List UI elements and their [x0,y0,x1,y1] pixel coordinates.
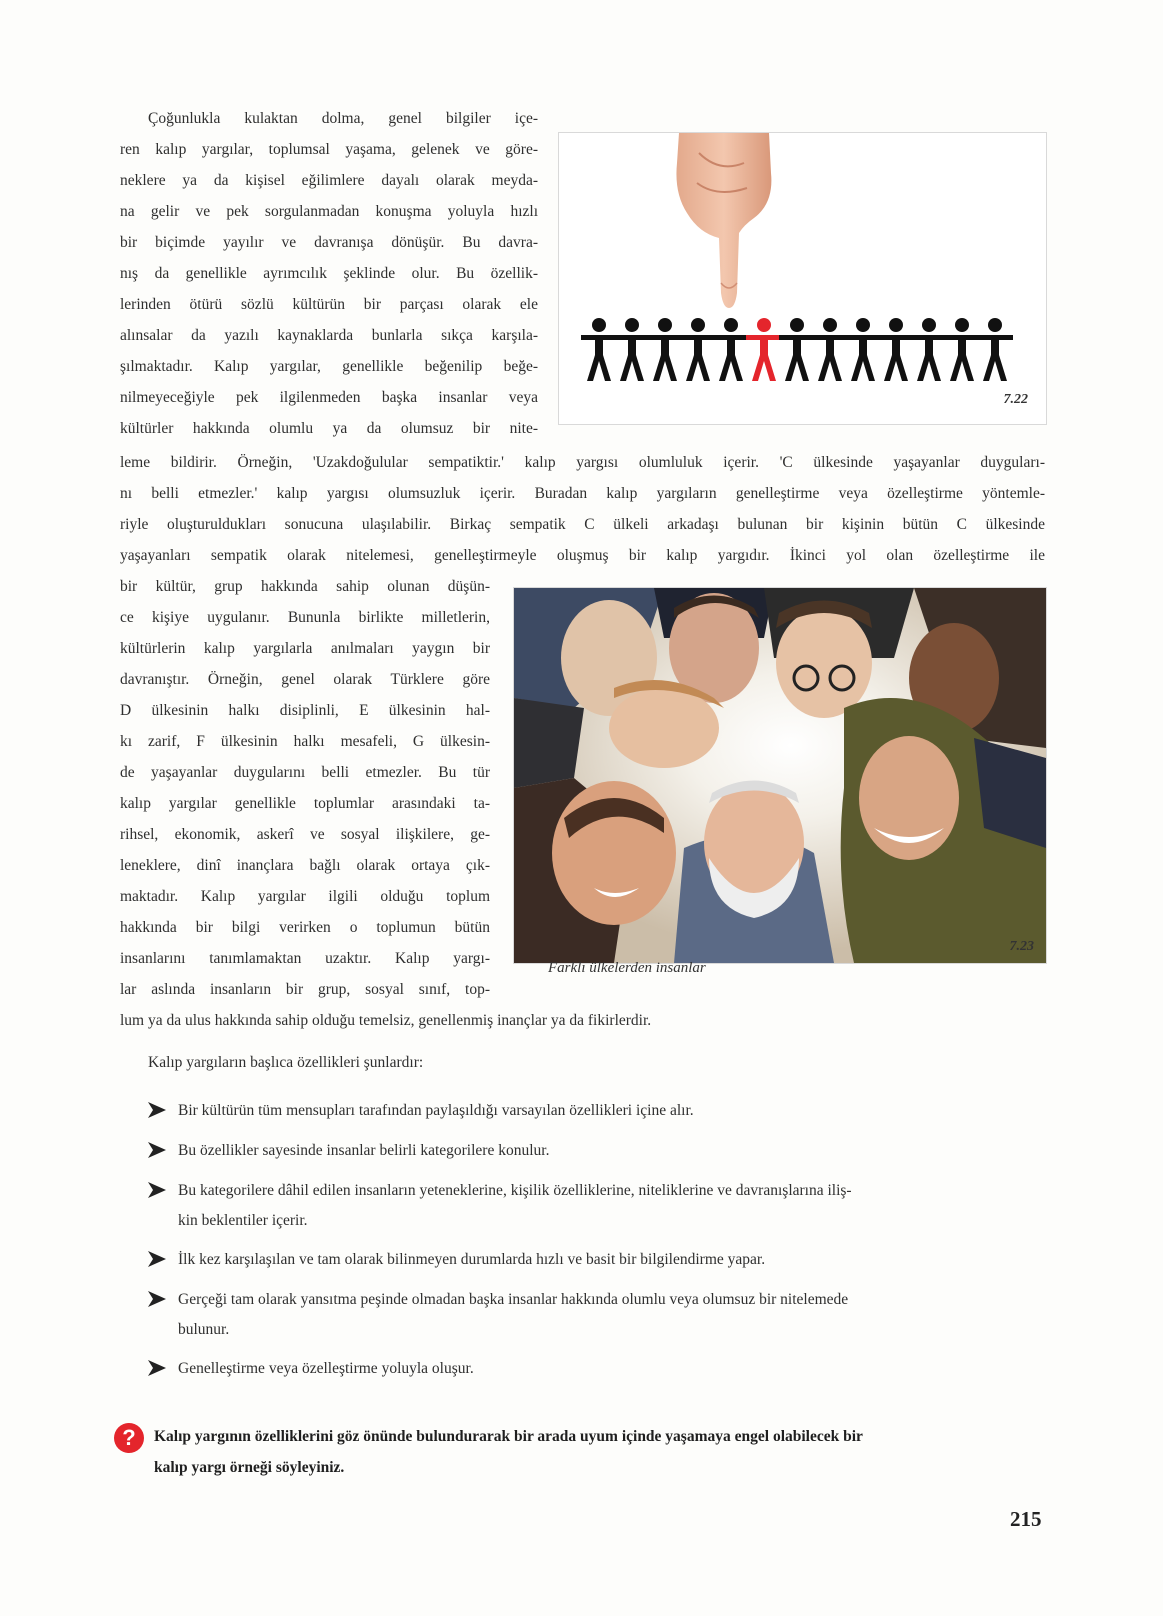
top-paragraph [120,103,538,444]
figure-number: 7.22 [1003,392,1028,407]
text-line: kalıp yargı örneği söyleyiniz. [154,1459,345,1476]
paper-person [878,318,914,381]
text-line: şılmaktadır. Kalıp yargılar, genellikle beğenilip beğe- [120,358,538,375]
text-line: nilmeyeceğiyle pek ilgilenmeden başka insanlar veya [120,389,538,406]
text-line: kültürlerin kalıp yargılarla anılmaları yaygın bir [120,640,490,657]
list-item-text: Genelleştirme veya özelleştirme yoluyla oluşur. [178,1360,474,1377]
paper-person [713,318,749,381]
paper-person [779,318,815,381]
arrow-bullet-icon [148,1251,166,1267]
text-line: ce kişiye uygulanır. Bununla birlikte milletlerin, [120,609,490,626]
arrow-bullet-icon [148,1102,166,1118]
text-line: Çoğunlukla kulaktan dolma, genel bilgiler içe- [148,110,538,127]
arrow-bullet-icon [148,1291,166,1307]
text-line: Kalıp yargının özelliklerini göz önünde bulundurarak bir arada uyum içinde yaşamaya engel olabilecek bir [154,1428,863,1445]
text-line: lar aslında insanların bir grup, sosyal sınıf, top- [120,981,490,998]
paper-person [812,318,848,381]
text-line: rihsel, ekonomik, askerî ve sosyal ilişkilere, ge- [120,826,490,843]
red-paper-person [746,318,782,381]
left-paragraph-end [120,1005,1045,1036]
text-line: kültürler hakkında olumlu ya da olumsuz bir nite- [120,420,538,437]
text-line: de yaşayanlar duygularını belli etmezler. Bu tür [120,764,490,781]
text-line: bir biçimde yayılır ve davranışa dönüşür. Bu davra- [120,234,538,251]
text-line: D ülkesinin halkı disiplinli, E ülkesinin hal- [120,702,490,719]
pointing-finger-image [659,133,789,313]
text-line: bir kültür, grup hakkında sahip olunan düşün- [120,578,490,595]
people-circle-photo [514,588,1046,963]
paper-person [680,318,716,381]
arrow-bullet-icon [148,1360,166,1376]
text-line: lum ya da ulus hakkında sahip olduğu temelsiz, genellenmiş inançlar ya da fikirlerdir. [120,1012,652,1029]
arrow-bullet-icon [148,1142,166,1158]
figure-7-22 [558,132,1047,425]
paper-people-chain-image [581,315,1021,385]
list-item-text: Bu kategorilere dâhil edilen insanların yeteneklerine, kişilik özelliklerine, niteliklerine ve davranışlarına iliş- [178,1182,852,1199]
text-line: riyle oluşturuldukları sonucuna ulaşılabilir. Birkaç sempatik C ülkeli arkadaşı bulunan bir kişinin bütün C ülkesinde [120,516,1045,533]
text-line: hakkında bir bilgi verirken o toplumun bütün [120,919,490,936]
text-line: maktadır. Kalıp yargılar ilgili olduğu toplum [120,888,490,905]
arrow-bullet-icon [148,1182,166,1198]
text-line: nı belli etmezler.' kalıp yargısı olumsuzluk içerir. Buradan kalıp yargıların genelleştirme veya özelleştirme yöntemle- [120,485,1045,502]
list-item-text: Bu özellikler sayesinde insanlar belirli kategorilere konulur. [178,1142,550,1159]
paper-person [845,318,881,381]
list-item-text: bulunur. [178,1321,230,1338]
question-text [154,1421,1054,1483]
text-line: davranıştır. Örneğin, genel olarak Türklere göre [120,671,490,688]
text-line: na gelir ve pek sorgulanmadan konuşma yoluyla hızlı [120,203,538,220]
full-paragraph [120,447,1045,571]
text-line: leneklere, dinî inançlara bağlı olarak ortaya çık- [120,857,490,874]
text-line: nış da genellikle ayrımcılık şeklinde olur. Bu özellik- [120,265,538,282]
text-line: kalıp yargılar genellikle toplumlar arasındaki ta- [120,795,490,812]
figure-caption: Farklı ülkelerden insanlar [548,960,706,976]
paper-person [977,318,1013,381]
text-line: leme bildirir. Örneğin, 'Uzakdoğulular sempatiktir.' kalıp yargısı olumluluk içerir. 'C ülkesinde yaşayanlar duyguları- [120,454,1045,471]
figure-7-23 [513,587,1047,964]
paper-person [614,318,650,381]
list-item-text: Bir kültürün tüm mensupları tarafından paylaşıldığı varsayılan özellikleri içine alır. [178,1102,694,1119]
text-line: alınsalar da yazılı kaynaklarda bunlarla sıkça karşıla- [120,327,538,344]
list-item-text: Gerçeği tam olarak yansıtma peşinde olmadan başka insanlar hakkında olumlu veya olumsuz bir nitelemede [178,1291,849,1308]
text-line: ren kalıp yargılar, toplumsal yaşama, gelenek ve göre- [120,141,538,158]
paper-person [944,318,980,381]
page-number: 215 [1010,1507,1042,1531]
paper-person [581,318,617,381]
text-line: lerinden ötürü sözlü kültürün bir parçası olarak ele [120,296,538,313]
text-line: yaşayanları sempatik olarak nitelemesi, genelleştirmeyle oluşmuş bir kalıp yargıdır. İkinci yol olan özelleştirme ile [120,547,1045,564]
list-item-text: kin beklentiler içerir. [178,1212,308,1229]
features-intro [148,1047,1048,1078]
paper-person [911,318,947,381]
list-item-text: İlk kez karşılaşılan ve tam olarak bilinmeyen durumlarda hızlı ve basit bir bilgilendirme yapar. [178,1251,766,1268]
left-paragraph [120,571,490,1005]
paper-person [647,318,683,381]
text-line: Kalıp yargıların başlıca özellikleri şunlardır: [148,1054,424,1071]
figure-number: 7.23 [1009,939,1034,954]
text-line: insanlarını tanımlamaktan uzaktır. Kalıp yargı- [120,950,490,967]
text-line: neklere ya da kişisel eğilimlere dayalı olarak meyda- [120,172,538,189]
text-line: kı zarif, F ülkesinin halkı mesafeli, G ülkesin- [120,733,490,750]
question-mark-icon: ? [114,1423,144,1453]
